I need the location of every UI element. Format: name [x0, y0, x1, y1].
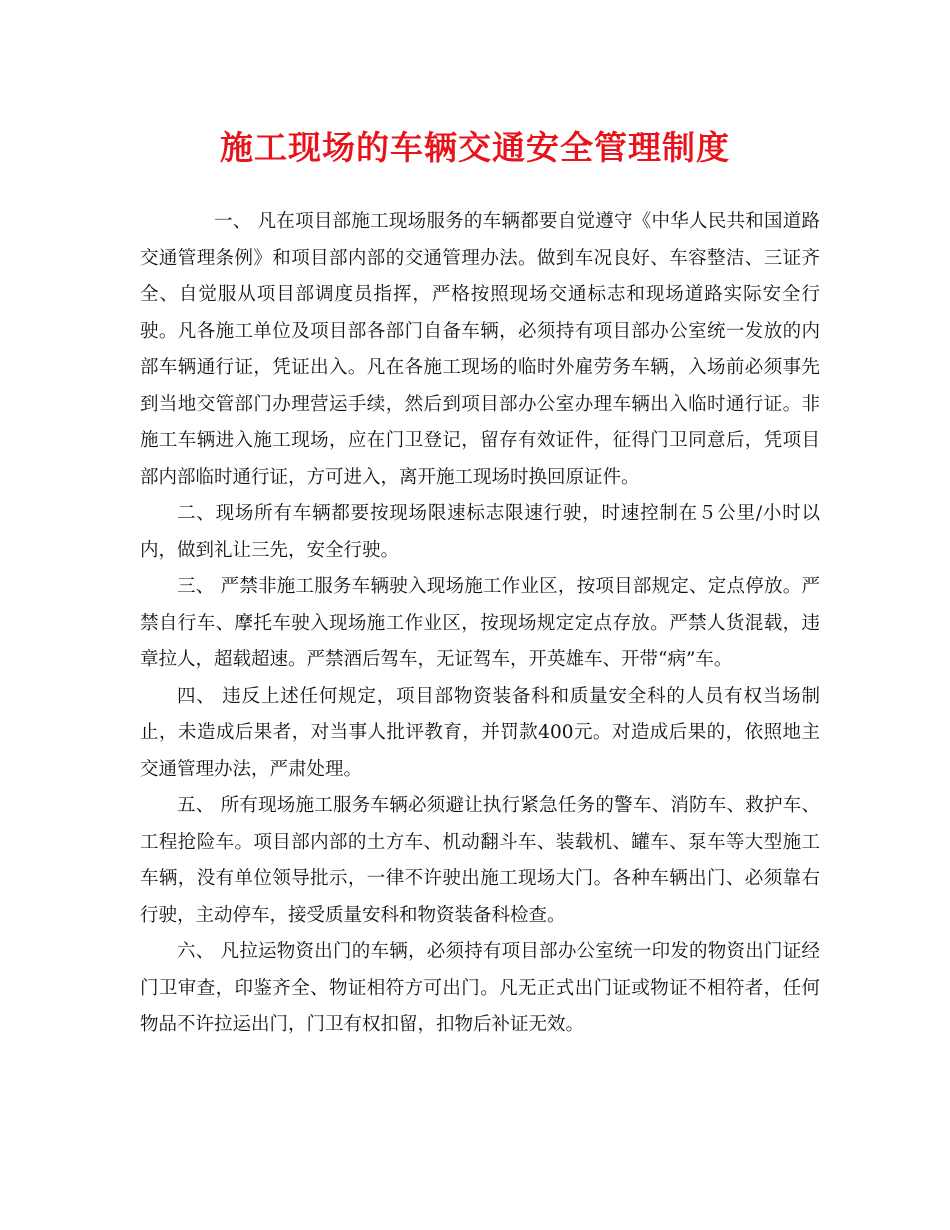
paragraph-1: 一、 凡在项目部施工现场服务的车辆都要自觉遵守《中华人民共和国道路交通管理条例》和项目部内部的交通管理办法。做到车况良好、车容整洁、三证齐全、自觉服从项目部调度员指挥，严格按照现场交通标志和现场道路实际安全行驶。凡各施工单位及项目部各部门自备车辆，必须持有项目部办公室统一发放的内部车辆通行证，凭证出入。凡在各施工现场的临时外雇劳务车辆，入场前必须事先到当地交管部门办理营运手续，然后到项目部办公室办理车辆出入临时通行证。非施工车辆进入施工现场，应在门卫登记，留存有效证件，征得门卫同意后，凭项目部内部临时通行证，方可进入，离开施工现场时换回原证件。 [140, 211, 820, 488]
document-body [140, 204, 820, 1044]
document-title: 施工现场的车辆交通安全管理制度 [220, 128, 730, 167]
paragraph-4: 四、 违反上述任何规定，项目部物资装备科和质量安全科的人员有权当场制止，未造成后果者，对当事人批评教育，并罚款400元。对造成后果的，依照地主交通管理办法，严肃处理。 [140, 685, 820, 780]
paragraph-3: 三、 严禁非施工服务车辆驶入现场施工作业区，按项目部规定、定点停放。严禁自行车、摩托车驶入现场施工作业区，按现场规定定点存放。严禁人货混载，违章拉人，超载超速。严禁酒后驾车，无证驾车，开英雄车、开带“病”车。 [140, 576, 820, 670]
paragraph-6: 六、 凡拉运物资出门的车辆，必须持有项目部办公室统一印发的物资出门证经门卫审查，印鉴齐全、物证相符方可出门。凡无正式出门证或物证不相符者，任何物品不许拉运出门，门卫有权扣留，扣物后补证无效。 [140, 941, 820, 1035]
paragraph-5: 五、 所有现场施工服务车辆必须避让执行紧急任务的警车、消防车、救护车、工程抢险车。项目部内部的土方车、机动翻斗车、装载机、罐车、泵车等大型施工车辆，没有单位领导批示，一律不许驶出施工现场大门。各种车辆出门、必须靠右行驶，主动停车，接受质量安科和物资装备科检查。 [140, 795, 820, 926]
paragraph-2: 二、现场所有车辆都要按现场限速标志限速行驶，时速控制在５公里/小时以内，做到礼让三先，安全行驶。 [140, 503, 820, 561]
